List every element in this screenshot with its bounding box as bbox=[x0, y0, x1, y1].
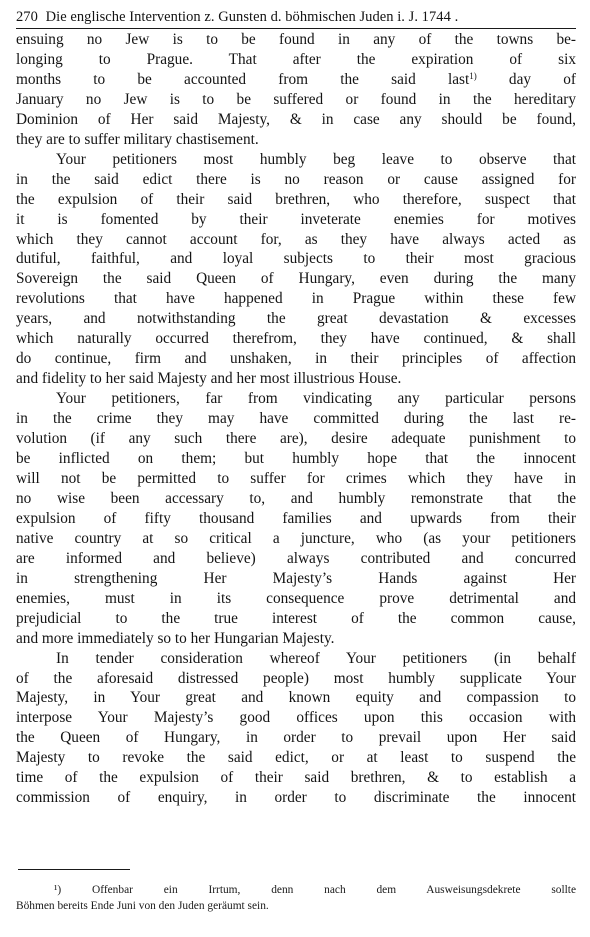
text-line: Majesty to revoke the said edict, or at least to suspend the bbox=[16, 749, 576, 767]
text-line: January no Jew is to be suffered or found in the hereditary bbox=[16, 90, 576, 108]
text-line: which they cannot account for, as they have always acted as bbox=[16, 230, 576, 248]
footnote bbox=[16, 882, 576, 914]
body-paragraphs bbox=[16, 30, 576, 808]
body-text bbox=[16, 30, 576, 808]
text-line: the Queen of Hungary, in order to prevail upon Her said bbox=[16, 729, 576, 747]
footnote-line: Böhmen bereits Ende Juni von den Juden geräumt sein. bbox=[16, 900, 269, 912]
text-line: volution (if any such there are), desire adequate punishment to bbox=[16, 430, 576, 448]
text-line: ensuing no Jew is to be found in any of the towns be- bbox=[16, 31, 576, 48]
footnote-line: ¹) Offenbar ein Irrtum, denn nach dem Ausweisungsdekrete sollte bbox=[54, 884, 576, 896]
text-line: Your petitioners, far from vindicating any particular persons bbox=[56, 390, 576, 408]
text-line: revolutions that have happened in Prague within these few bbox=[16, 290, 576, 308]
text-line: be inflicted on them; but humbly hope that the innocent bbox=[16, 450, 576, 468]
text-line: and more immediately so to her Hungarian Majesty. bbox=[16, 629, 335, 647]
text-line: in strengthening Her Majesty’s Hands against Her bbox=[16, 569, 576, 587]
text-line: will not be permitted to suffer for crimes which they have in bbox=[16, 469, 576, 487]
text-line: the expulsion of their said brethren, who therefore, suspect that bbox=[16, 190, 576, 208]
text-line: enemies, must in its consequence prove detrimental and bbox=[16, 589, 576, 607]
text-line: in the said edict there is no reason or cause assigned for bbox=[16, 170, 576, 188]
text-line: years, and notwithstanding the great devastation & excesses bbox=[16, 310, 576, 328]
text-line: native country at so critical a juncture, who (as your petitioners bbox=[16, 529, 576, 547]
text-line: which naturally occurred therefrom, they have continued, & shall bbox=[16, 330, 576, 348]
text-line: Your petitioners most humbly beg leave to observe that bbox=[56, 150, 576, 168]
text-line: months to be accounted from the said last$^{1)}$ day of bbox=[16, 70, 576, 88]
text-line: and fidelity to her said Majesty and her most illustrious House. bbox=[16, 370, 402, 388]
footnote-rule bbox=[18, 869, 130, 870]
text-line: Majesty, in Your great and known equity and compassion to bbox=[16, 689, 576, 707]
text-line: do continue, firm and unshaken, in their principles of affection bbox=[16, 350, 576, 368]
text-line: in the crime they may have committed during the last re- bbox=[16, 410, 576, 428]
header-trailing-mark: . bbox=[454, 9, 459, 25]
footnote-marker: 1) bbox=[469, 70, 477, 81]
text-line: of the aforesaid distressed people) most humbly supplicate Your bbox=[16, 669, 576, 687]
text-line: In tender consideration whereof Your petitioners (in behalf bbox=[56, 649, 576, 667]
text-line: prejudicial to the true interest of the common cause, bbox=[16, 609, 576, 627]
running-header bbox=[16, 8, 576, 29]
text-line: they are to suffer military chastisement. bbox=[16, 130, 259, 148]
page-number: 270 bbox=[16, 9, 38, 25]
text-line: expulsion of fifty thousand families and upwards from their bbox=[16, 509, 576, 527]
text-line: commission of enquiry, in order to discriminate the innocent bbox=[16, 789, 576, 807]
running-title: Die englische Intervention z. Gunsten d. böhmischen Juden i. J. 1744 bbox=[45, 9, 451, 25]
text-line: interpose Your Majesty’s good offices upon this occasion with bbox=[16, 709, 576, 727]
text-line: longing to Prague. That after the expiration of six bbox=[16, 50, 576, 68]
text-line: no wise been accessary to, and humbly remonstrate that the bbox=[16, 489, 576, 507]
text-line: time of the expulsion of their said brethren, & to establish a bbox=[16, 769, 576, 787]
text-line: dutiful, faithful, and loyal subjects to their most gracious bbox=[16, 250, 576, 268]
text-line: Dominion of Her said Majesty, & in case any should be found, bbox=[16, 110, 576, 128]
text-line: are informed and believe) always contributed and concurred bbox=[16, 549, 576, 567]
text-line: it is fomented by their inveterate enemies for motives bbox=[16, 210, 576, 228]
text-line: Sovereign the said Queen of Hungary, even during the many bbox=[16, 270, 576, 288]
